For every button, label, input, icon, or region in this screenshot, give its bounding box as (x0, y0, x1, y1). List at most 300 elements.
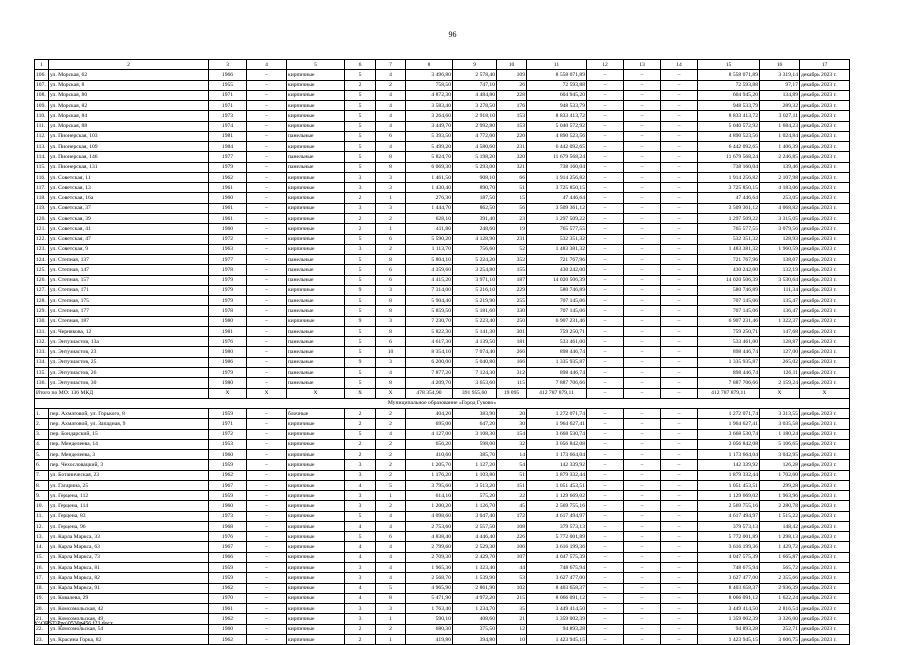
table-cell: 5. (35, 450, 49, 460)
table-cell: – (624, 419, 661, 429)
table-cell: 5 293,00 (453, 162, 497, 172)
table-cell: 1 879 332,44 (527, 470, 587, 480)
table-cell: кирпичные (287, 634, 345, 644)
table-cell: 8 354,10 (406, 347, 453, 357)
table-cell: 134. (35, 357, 49, 367)
table-cell: – (661, 80, 698, 90)
table-cell: пер. Ахматовой, ул. Горького, 8 (49, 409, 209, 419)
table-cell: 628,10 (406, 213, 453, 223)
table-cell: 2 (376, 624, 406, 634)
table-cell: – (624, 593, 661, 603)
table-cell: 1 103,80 (453, 470, 497, 480)
table-cell: 707 145,06 (527, 296, 587, 306)
table-cell: 1979 (209, 162, 247, 172)
table-cell: кирпичные (287, 244, 345, 254)
table-cell: 3 449 414,50 (698, 604, 760, 614)
total-cell: – (587, 388, 624, 398)
table-cell: 2 709,30 (406, 552, 453, 562)
table-cell: 102 (497, 583, 527, 593)
table-cell: ул. Степная, 171 (49, 285, 209, 295)
table-cell: – (624, 460, 661, 470)
table-cell: 7 230,70 (406, 316, 453, 326)
table-cell: 8 (376, 255, 406, 265)
table-cell: – (587, 224, 624, 234)
table-cell: пер. Бондарский, 15 (49, 429, 209, 439)
table-cell: 2 569 755,16 (698, 501, 760, 511)
table-cell: панельные (287, 378, 345, 388)
table-cell: – (624, 255, 661, 265)
table-cell: 4 (376, 511, 406, 521)
table-cell: 1961 (209, 604, 247, 614)
table-cell: – (661, 316, 698, 326)
table-cell: 2 (345, 634, 376, 644)
table-cell: – (624, 614, 661, 624)
table-cell: 153 (497, 121, 527, 131)
table-cell: 9. (35, 491, 49, 501)
table-cell: 6 442 092,65 (527, 142, 587, 152)
table-cell: 3 254,80 (453, 265, 497, 275)
table-cell: – (587, 429, 624, 439)
table-cell: 1979 (209, 296, 247, 306)
table-cell: 1 483 381,32 (527, 244, 587, 254)
table-row (35, 172, 850, 182)
table-cell: 3 (376, 357, 406, 367)
table-cell: 4 128,90 (453, 234, 497, 244)
table-cell: – (661, 409, 698, 419)
table-cell: 2 578,40 (453, 70, 497, 80)
table-cell: 1 051 453,51 (527, 480, 587, 490)
table-cell: 3 513,20 (453, 480, 497, 490)
table-cell: 1 200,20 (406, 501, 453, 511)
table-cell: 231 (497, 142, 527, 152)
table-cell: 72 593,88 (527, 80, 587, 90)
table-cell: 3 449 414,50 (527, 604, 587, 614)
table-cell: 172 (497, 511, 527, 521)
table-cell: 108 (497, 521, 527, 531)
table-cell: кирпичные (287, 183, 345, 193)
table-cell: – (587, 357, 624, 367)
table-cell: 1984 (209, 142, 247, 152)
table-cell: ул. Карла Маркса, 81 (49, 563, 209, 573)
table-row (35, 604, 850, 614)
table-cell: 1971 (209, 101, 247, 111)
table-cell: 2. (35, 419, 49, 429)
table-cell: – (661, 121, 698, 131)
table-cell: – (624, 234, 661, 244)
table-cell: 3 (345, 614, 376, 624)
table-cell: – (624, 501, 661, 511)
table-cell: кирпичные (287, 213, 345, 223)
table-cell: 215 (497, 593, 527, 603)
table-cell: 8 833 413,72 (698, 111, 760, 121)
table-cell: 1962 (209, 634, 247, 644)
table-cell: 532 351,32 (527, 234, 587, 244)
table-cell: – (661, 470, 698, 480)
table-row (35, 326, 850, 336)
table-cell: – (247, 511, 287, 521)
table-cell: 11 679 568,24 (527, 152, 587, 162)
table-cell: 1959 (209, 409, 247, 419)
table-cell: – (247, 614, 287, 624)
table-cell: 721 767,96 (698, 255, 760, 265)
table-cell: 7 074,40 (453, 347, 497, 357)
table-cell: 1960 (209, 224, 247, 234)
table-cell: 1 (376, 224, 406, 234)
table-cell: 3 (345, 203, 376, 213)
table-cell: – (624, 470, 661, 480)
table-row (35, 183, 850, 193)
table-cell: 5 (345, 347, 376, 357)
table-cell: – (587, 275, 624, 285)
table-cell: 1 (376, 491, 406, 501)
table-cell: 187 (497, 275, 527, 285)
table-cell: 252,71 (760, 624, 800, 634)
table-cell: 107 (497, 552, 527, 562)
table-row (35, 213, 850, 223)
table-cell: 3 035,58 (760, 419, 800, 429)
table-cell: 138,07 (760, 255, 800, 265)
table-cell: – (624, 532, 661, 542)
table-cell: ул. Советская, 16а (49, 193, 209, 203)
table-row (35, 542, 850, 552)
table-row (35, 624, 850, 634)
table-row (35, 142, 850, 152)
table-cell: 108. (35, 90, 49, 100)
table-cell: 117. (35, 183, 49, 193)
table-cell: 276,30 (406, 193, 453, 203)
table-cell: 5 (376, 583, 406, 593)
table-cell: – (624, 604, 661, 614)
table-cell: – (624, 357, 661, 367)
table-row (35, 316, 850, 326)
table-cell: – (661, 450, 698, 460)
table-cell: – (587, 234, 624, 244)
table-cell: 1 051 453,51 (698, 480, 760, 490)
table-cell: декабрь 2023 г. (800, 306, 850, 316)
table-cell: – (247, 183, 287, 193)
table-cell: – (661, 614, 698, 624)
table-cell: 410,60 (406, 450, 453, 460)
table-cell: – (587, 285, 624, 295)
table-cell: 5 216,10 (453, 285, 497, 295)
table-cell: пер. Менделеева, 3 (49, 450, 209, 460)
table-cell: панельные (287, 131, 345, 141)
table-cell: 109 (497, 70, 527, 80)
table-cell: 18. (35, 583, 49, 593)
table-cell: 707 145,06 (698, 296, 760, 306)
total-cell: 412 787 879,11 (698, 388, 760, 398)
table-cell: 231 (497, 234, 527, 244)
table-cell: 130. (35, 316, 49, 326)
table-cell: 6 (376, 532, 406, 542)
column-number: 2 (49, 60, 209, 70)
table-cell: 1 176,20 (406, 470, 453, 480)
table-cell: 54 (497, 460, 527, 470)
table-cell: – (247, 255, 287, 265)
table-cell: 3 326,00 (760, 614, 800, 624)
table-cell: 3 042,95 (760, 450, 800, 460)
table-row (35, 265, 850, 275)
table-cell: декабрь 2023 г. (800, 439, 850, 449)
table-cell: 4 (376, 429, 406, 439)
table-cell: – (624, 511, 661, 521)
table-cell: 3 079,56 (760, 224, 800, 234)
table-cell: 13. (35, 532, 49, 542)
table-cell: 129. (35, 306, 49, 316)
table-cell: 748 675,94 (527, 563, 587, 573)
table-cell: 1961 (209, 203, 247, 213)
table-cell: 1955 (209, 80, 247, 90)
table-cell: 132,19 (760, 265, 800, 275)
table-cell: ул. Комсомольская, 49 (49, 614, 209, 624)
table-cell: декабрь 2023 г. (800, 121, 850, 131)
table-cell: кирпичные (287, 563, 345, 573)
table-cell: кирпичные (287, 501, 345, 511)
table-cell: – (247, 409, 287, 419)
column-number: 13 (624, 60, 661, 70)
table-cell: ул. Советская, 37 (49, 203, 209, 213)
table-row (35, 224, 850, 234)
table-cell: 680,30 (406, 624, 453, 634)
table-cell: ул. Морская, 62 (49, 70, 209, 80)
table-cell: 7 877,20 (406, 367, 453, 377)
table-cell: декабрь 2023 г. (800, 234, 850, 244)
table-cell: 12 (497, 624, 527, 634)
table-cell: – (661, 624, 698, 634)
table-cell: 5 (345, 142, 376, 152)
table-cell: 3 496,80 (406, 70, 453, 80)
table-cell: 5 590,20 (406, 234, 453, 244)
table-cell: 758,50 (406, 80, 453, 90)
table-cell: – (624, 552, 661, 562)
table-cell: – (247, 583, 287, 593)
table-cell: – (587, 316, 624, 326)
table-cell: – (624, 367, 661, 377)
table-cell: 4 890 523,56 (527, 131, 587, 141)
table-cell: 166 (497, 357, 527, 367)
table-cell: – (661, 142, 698, 152)
table-cell: 1 (376, 614, 406, 624)
table-cell: 1960 (209, 193, 247, 203)
table-cell: – (587, 583, 624, 593)
table-cell: – (247, 357, 287, 367)
section-title: Муниципальное образование «Город Гуково» (35, 398, 850, 408)
total-cell: 391 955,60 (453, 388, 497, 398)
table-cell: 408,60 (453, 614, 497, 624)
table-cell: – (247, 470, 287, 480)
table-cell: декабрь 2023 г. (800, 583, 850, 593)
table-cell: – (247, 142, 287, 152)
table-cell: 6 (376, 234, 406, 244)
table-cell: 6 (376, 265, 406, 275)
table-cell: 113. (35, 142, 49, 152)
column-number: 4 (247, 60, 287, 70)
column-number: 14 (661, 60, 698, 70)
table-cell: 4 872,30 (406, 90, 453, 100)
table-cell: 647,20 (453, 419, 497, 429)
table-cell: – (587, 419, 624, 429)
table-cell: 3 (345, 501, 376, 511)
table-cell: декабрь 2023 г. (800, 337, 850, 347)
table-cell: кирпичные (287, 573, 345, 583)
table-cell: – (247, 265, 287, 275)
table-cell: 14 (497, 450, 527, 460)
table-cell: 8 833 413,72 (527, 111, 587, 121)
table-cell: декабрь 2023 г. (800, 213, 850, 223)
table-cell: 2 992,80 (453, 121, 497, 131)
table-cell: 1 180,24 (760, 429, 800, 439)
table-cell: – (661, 70, 698, 80)
table-cell: 1970 (209, 593, 247, 603)
page-number: 96 (448, 30, 457, 39)
table-cell: ул. Степная, 187 (49, 316, 209, 326)
table-cell: 1981 (209, 326, 247, 336)
table-cell: 890,70 (453, 183, 497, 193)
table-cell: ул. Советская, 13 (49, 183, 209, 193)
table-cell: кирпичные (287, 121, 345, 131)
table-cell: панельные (287, 337, 345, 347)
table-cell: 1 914 256,82 (527, 172, 587, 182)
table-cell: 5 (345, 429, 376, 439)
table-cell: ул. Степная, 137 (49, 255, 209, 265)
table-cell: 56 (497, 203, 527, 213)
table-cell: 419,80 (406, 634, 453, 644)
table-cell: 614,10 (406, 491, 453, 501)
table-cell: 2 936,39 (760, 583, 800, 593)
table-cell: кирпичные (287, 101, 345, 111)
table-cell: 2 (345, 80, 376, 90)
table-cell: 181 (497, 337, 527, 347)
table-cell: 1971 (209, 90, 247, 100)
table-cell: 1974 (209, 121, 247, 131)
table-cell: кирпичные (287, 70, 345, 80)
table-cell: – (247, 162, 287, 172)
section-title-row (35, 398, 850, 408)
table-cell: 4 617 494,97 (527, 511, 587, 521)
table-cell: – (247, 337, 287, 347)
table-cell: декабрь 2023 г. (800, 552, 850, 562)
table-row (35, 378, 850, 388)
table-cell: декабрь 2023 г. (800, 193, 850, 203)
table-cell: декабрь 2023 г. (800, 532, 850, 542)
table-cell: ул. Энтузиастов, 30 (49, 378, 209, 388)
table-cell: 3 627 477,00 (698, 573, 760, 583)
table-cell: декабрь 2023 г. (800, 419, 850, 429)
table-cell: 5 (376, 480, 406, 490)
table-cell: – (247, 244, 287, 254)
total-cell: X (800, 388, 850, 398)
table-cell: 131. (35, 326, 49, 336)
table-cell: – (661, 367, 698, 377)
table-cell: 135. (35, 367, 49, 377)
column-number: 10 (497, 60, 527, 70)
table-cell: 1 127,20 (453, 460, 497, 470)
column-number: 1 (35, 60, 49, 70)
table-cell: – (661, 521, 698, 531)
table-cell: – (587, 542, 624, 552)
table-cell: – (624, 450, 661, 460)
table-cell: – (247, 624, 287, 634)
table-cell: – (247, 224, 287, 234)
table-cell: 4 098,60 (406, 511, 453, 521)
table-cell: ул. Морская, 84 (49, 111, 209, 121)
table-cell: декабрь 2023 г. (800, 80, 850, 90)
table-cell: 7 887 706,66 (698, 378, 760, 388)
table-cell: ул. Карла Маркса, 33 (49, 532, 209, 542)
table-cell: – (587, 111, 624, 121)
table-cell: 3 (345, 244, 376, 254)
table-cell: 598,00 (453, 439, 497, 449)
table-cell: 5 824,70 (406, 152, 453, 162)
table-cell: – (624, 111, 661, 121)
table-cell: – (587, 347, 624, 357)
table-cell: 2 (345, 193, 376, 203)
table-row (35, 111, 850, 121)
table-cell: – (587, 296, 624, 306)
table-cell: кирпичные (287, 193, 345, 203)
table-cell: 7 124,30 (453, 367, 497, 377)
table-cell: – (661, 183, 698, 193)
table-cell: – (624, 347, 661, 357)
table-cell: – (624, 101, 661, 111)
table-cell: – (247, 532, 287, 542)
table-cell: ул. Карла Маркса, 91 (49, 583, 209, 593)
table-cell: 4 (376, 111, 406, 121)
table-cell: декабрь 2023 г. (800, 367, 850, 377)
table-cell: ул. Карла Маркса, 73 (49, 552, 209, 562)
table-cell: 4 (376, 101, 406, 111)
table-cell: 11 679 568,24 (698, 152, 760, 162)
table-cell: 2 861,90 (453, 583, 497, 593)
table-cell: – (624, 337, 661, 347)
table-cell: 126. (35, 275, 49, 285)
table-cell: кирпичные (287, 521, 345, 531)
table-cell: декабрь 2023 г. (800, 542, 850, 552)
table-cell: 4 772,00 (453, 131, 497, 141)
table-cell: кирпичные (287, 80, 345, 90)
table-cell: 4 (376, 121, 406, 131)
table-cell: 2 (376, 419, 406, 429)
table-cell: 1 684,23 (760, 121, 800, 131)
table-cell: 121. (35, 224, 49, 234)
table-cell: ул. Герцена, 112 (49, 491, 209, 501)
table-cell: – (661, 152, 698, 162)
table-cell: 2 (376, 80, 406, 90)
table-row (35, 337, 850, 347)
table-cell: 1962 (209, 172, 247, 182)
table-cell: – (661, 244, 698, 254)
table-cell: ул. Степная, 175 (49, 296, 209, 306)
table-cell: декабрь 2023 г. (800, 316, 850, 326)
table-cell: 2 355,66 (760, 573, 800, 583)
table-cell: – (624, 265, 661, 275)
table-row (35, 244, 850, 254)
table-cell: кирпичные (287, 316, 345, 326)
table-cell: 1976 (209, 337, 247, 347)
table-cell: 226 (497, 532, 527, 542)
table-cell: 5 (345, 367, 376, 377)
column-number: 9 (453, 60, 497, 70)
table-cell: 765 577,55 (527, 224, 587, 234)
table-cell: 4 972,20 (453, 593, 497, 603)
table-cell: 228 (497, 90, 527, 100)
table-row (35, 521, 850, 531)
table-cell: 299,28 (760, 480, 800, 490)
table-cell: ул. Ковалева, 29 (49, 593, 209, 603)
table-cell: 47 446,64 (698, 193, 760, 203)
table-cell: 3 (345, 604, 376, 614)
table-cell: 1978 (209, 306, 247, 316)
